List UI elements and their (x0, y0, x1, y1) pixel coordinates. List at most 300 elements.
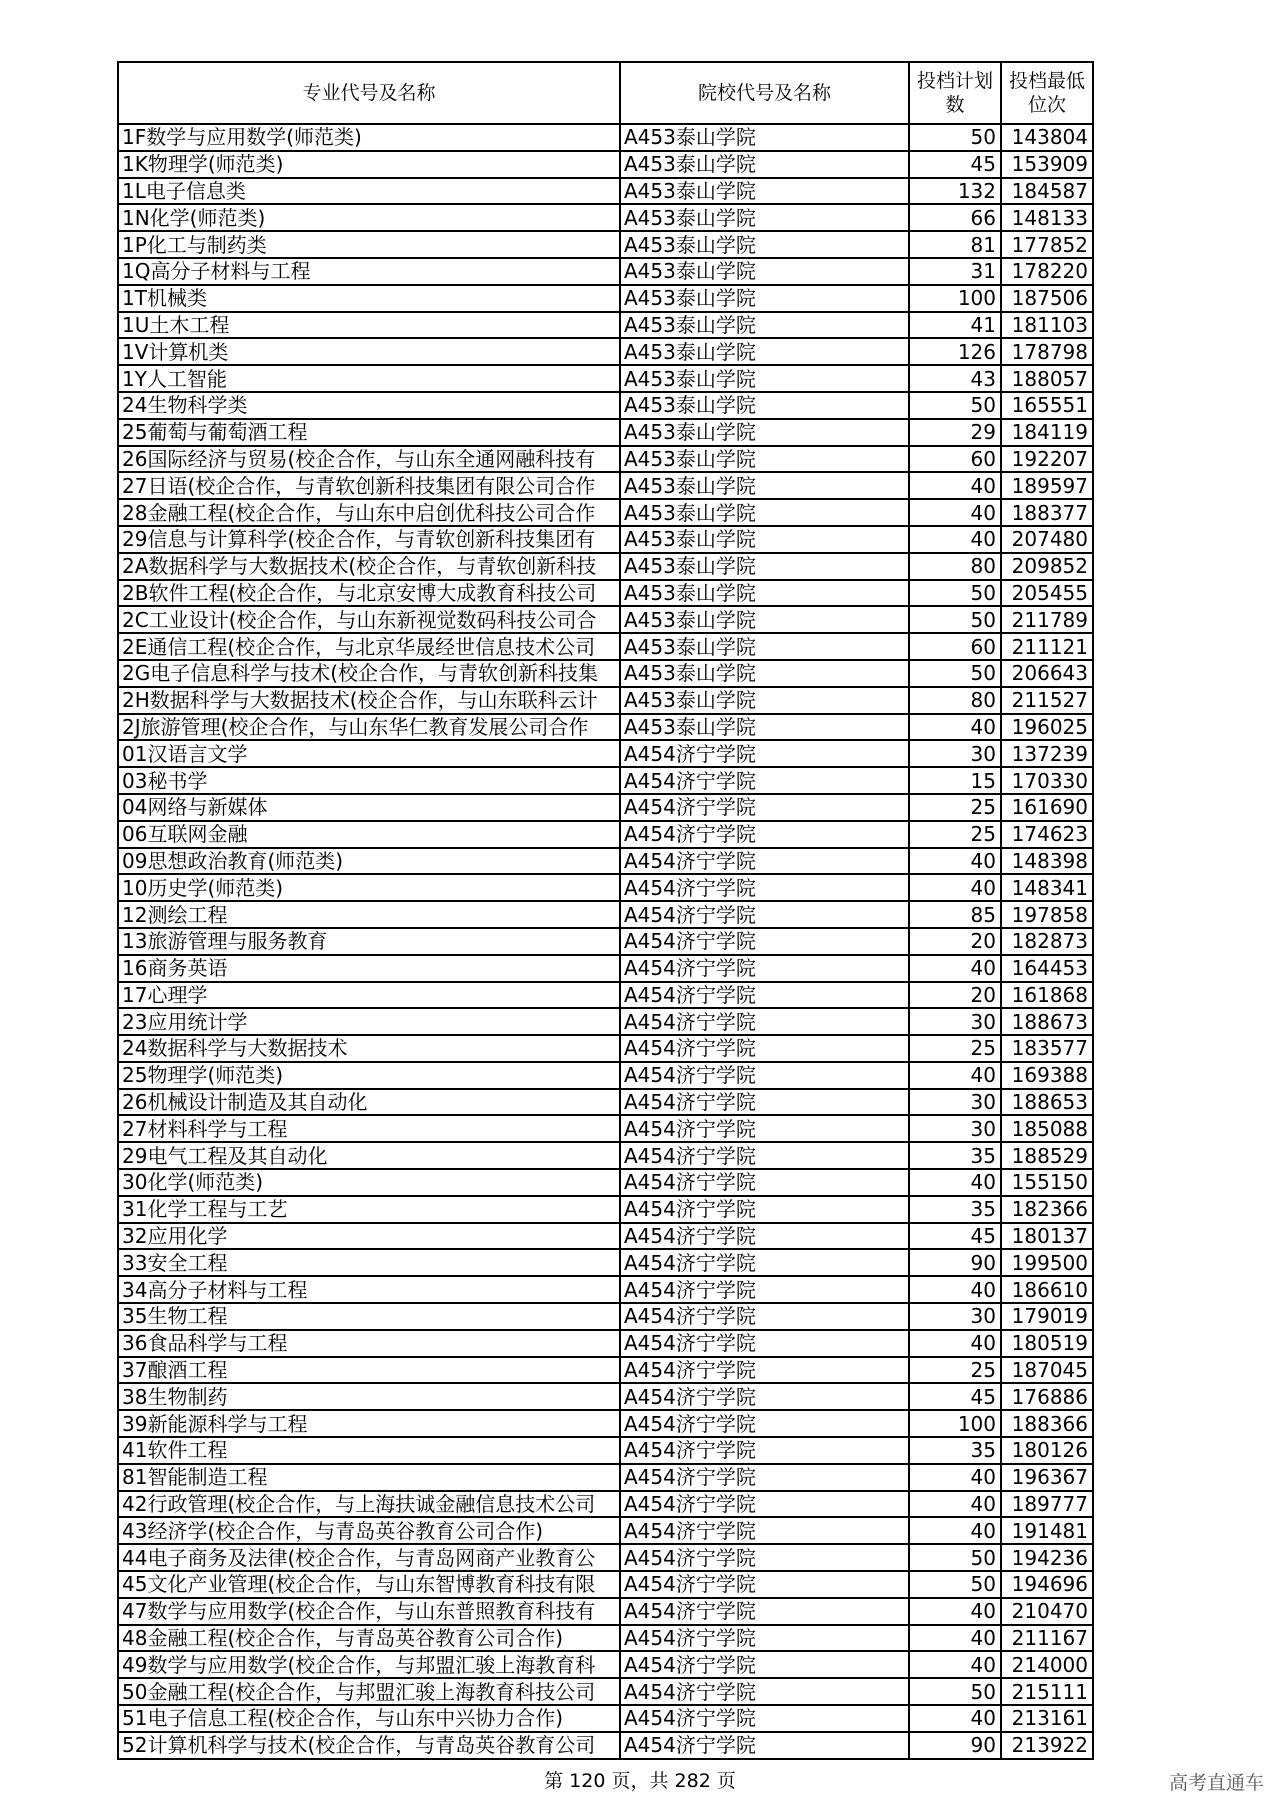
cell-major: 24数据科学与大数据技术 (118, 1035, 620, 1062)
cell-major: 2B软件工程(校企合作，与北京安博大成教育科技公司 (118, 580, 620, 607)
cell-school: A454济宁学院 (620, 1383, 909, 1410)
cell-min-rank: 178220 (1001, 258, 1093, 285)
cell-major: 33安全工程 (118, 1249, 620, 1276)
table-row (118, 499, 1093, 526)
cell-min-rank: 161868 (1001, 982, 1093, 1009)
cell-school: A454济宁学院 (620, 982, 909, 1009)
cell-major: 37酿酒工程 (118, 1357, 620, 1384)
cell-plan-count: 25 (909, 1035, 1001, 1062)
cell-major: 1T机械类 (118, 285, 620, 312)
table-row (118, 1330, 1093, 1357)
cell-major: 1Q高分子材料与工程 (118, 258, 620, 285)
cell-school: A454济宁学院 (620, 1303, 909, 1330)
cell-plan-count: 20 (909, 928, 1001, 955)
cell-major: 51电子信息工程(校企合作，与山东中兴协力合作) (118, 1705, 620, 1732)
cell-plan-count: 40 (909, 1464, 1001, 1491)
cell-school: A454济宁学院 (620, 1249, 909, 1276)
admission-table (117, 61, 1094, 1760)
cell-plan-count: 50 (909, 124, 1001, 151)
cell-plan-count: 25 (909, 821, 1001, 848)
cell-plan-count: 40 (909, 1625, 1001, 1652)
table-row (118, 1008, 1093, 1035)
cell-school: A454济宁学院 (620, 1491, 909, 1518)
cell-min-rank: 186610 (1001, 1276, 1093, 1303)
table-row (118, 1196, 1093, 1223)
cell-plan-count: 29 (909, 419, 1001, 446)
cell-school: A453泰山学院 (620, 606, 909, 633)
cell-major: 52计算机科学与技术(校企合作，与青岛英谷教育公司 (118, 1732, 620, 1759)
cell-major: 31化学工程与工艺 (118, 1196, 620, 1223)
cell-min-rank: 192207 (1001, 446, 1093, 473)
cell-school: A453泰山学院 (620, 580, 909, 607)
table-header (118, 62, 1093, 124)
cell-major: 30化学(师范类) (118, 1169, 620, 1196)
cell-school: A453泰山学院 (620, 633, 909, 660)
cell-plan-count: 30 (909, 1115, 1001, 1142)
cell-major: 27日语(校企合作，与青软创新科技集团有限公司合作 (118, 472, 620, 499)
cell-school: A453泰山学院 (620, 687, 909, 714)
table-row (118, 1383, 1093, 1410)
cell-school: A454济宁学院 (620, 1008, 909, 1035)
cell-plan-count: 40 (909, 714, 1001, 741)
cell-school: A454济宁学院 (620, 1062, 909, 1089)
cell-major: 26国际经济与贸易(校企合作，与山东全通网融科技有 (118, 446, 620, 473)
cell-major: 39新能源科学与工程 (118, 1410, 620, 1437)
table-row (118, 1357, 1093, 1384)
cell-major: 25物理学(师范类) (118, 1062, 620, 1089)
table-row (118, 740, 1093, 767)
cell-plan-count: 40 (909, 1330, 1001, 1357)
cell-major: 17心理学 (118, 982, 620, 1009)
cell-school: A454济宁学院 (620, 1678, 909, 1705)
cell-major: 24生物科学类 (118, 392, 620, 419)
table-row (118, 231, 1093, 258)
table-row (118, 1437, 1093, 1464)
cell-min-rank: 180137 (1001, 1223, 1093, 1250)
cell-school: A454济宁学院 (620, 874, 909, 901)
cell-plan-count: 100 (909, 285, 1001, 312)
cell-school: A453泰山学院 (620, 553, 909, 580)
cell-plan-count: 50 (909, 392, 1001, 419)
cell-min-rank: 206643 (1001, 660, 1093, 687)
table-row (118, 821, 1093, 848)
cell-school: A453泰山学院 (620, 204, 909, 231)
cell-major: 2H数据科学与大数据技术(校企合作，与山东联科云计 (118, 687, 620, 714)
cell-min-rank: 188673 (1001, 1008, 1093, 1035)
cell-min-rank: 148398 (1001, 848, 1093, 875)
cell-school: A453泰山学院 (620, 124, 909, 151)
cell-school: A454济宁学院 (620, 1357, 909, 1384)
cell-major: 1U土木工程 (118, 312, 620, 339)
cell-major: 35生物工程 (118, 1303, 620, 1330)
cell-plan-count: 40 (909, 499, 1001, 526)
cell-major: 48金融工程(校企合作，与青岛英谷教育公司合作) (118, 1625, 620, 1652)
cell-min-rank: 137239 (1001, 740, 1093, 767)
cell-min-rank: 211527 (1001, 687, 1093, 714)
cell-major: 1N化学(师范类) (118, 204, 620, 231)
cell-min-rank: 148341 (1001, 874, 1093, 901)
cell-school: A454济宁学院 (620, 1142, 909, 1169)
cell-plan-count: 80 (909, 553, 1001, 580)
cell-plan-count: 45 (909, 1223, 1001, 1250)
cell-major: 12测绘工程 (118, 901, 620, 928)
cell-min-rank: 182366 (1001, 1196, 1093, 1223)
cell-min-rank: 207480 (1001, 526, 1093, 553)
table-row (118, 258, 1093, 285)
cell-school: A453泰山学院 (620, 472, 909, 499)
cell-school: A454济宁学院 (620, 1651, 909, 1678)
cell-plan-count: 66 (909, 204, 1001, 231)
cell-min-rank: 209852 (1001, 553, 1093, 580)
page-footer: 第 120 页，共 282 页 (544, 1770, 736, 1792)
cell-major: 16商务英语 (118, 955, 620, 982)
cell-school: A454济宁学院 (620, 901, 909, 928)
table-row (118, 1571, 1093, 1598)
table-row (118, 1035, 1093, 1062)
cell-min-rank: 196367 (1001, 1464, 1093, 1491)
table-row (118, 1651, 1093, 1678)
cell-plan-count: 35 (909, 1196, 1001, 1223)
cell-min-rank: 191481 (1001, 1517, 1093, 1544)
table-row (118, 204, 1093, 231)
table-row (118, 285, 1093, 312)
cell-major: 2A数据科学与大数据技术(校企合作，与青软创新科技 (118, 553, 620, 580)
cell-school: A454济宁学院 (620, 1089, 909, 1116)
cell-major: 50金融工程(校企合作，与邦盟汇骏上海教育科技公司 (118, 1678, 620, 1705)
header-major: 专业代号及名称 (118, 62, 620, 124)
table-row (118, 687, 1093, 714)
cell-plan-count: 50 (909, 606, 1001, 633)
cell-min-rank: 188377 (1001, 499, 1093, 526)
cell-major: 10历史学(师范类) (118, 874, 620, 901)
cell-school: A454济宁学院 (620, 1625, 909, 1652)
cell-plan-count: 30 (909, 1303, 1001, 1330)
cell-min-rank: 155150 (1001, 1169, 1093, 1196)
header-min-rank: 投档最低位次 (1001, 62, 1093, 124)
cell-school: A453泰山学院 (620, 178, 909, 205)
cell-school: A454济宁学院 (620, 794, 909, 821)
cell-plan-count: 15 (909, 767, 1001, 794)
table-row (118, 1249, 1093, 1276)
cell-plan-count: 50 (909, 660, 1001, 687)
cell-plan-count: 20 (909, 982, 1001, 1009)
cell-major: 1Y人工智能 (118, 365, 620, 392)
table-row (118, 1598, 1093, 1625)
cell-min-rank: 188529 (1001, 1142, 1093, 1169)
cell-min-rank: 215111 (1001, 1678, 1093, 1705)
cell-major: 36食品科学与工程 (118, 1330, 620, 1357)
cell-min-rank: 188366 (1001, 1410, 1093, 1437)
cell-major: 34高分子材料与工程 (118, 1276, 620, 1303)
table-row (118, 1517, 1093, 1544)
cell-major: 25葡萄与葡萄酒工程 (118, 419, 620, 446)
table-row (118, 419, 1093, 446)
admission-table-container (117, 61, 1092, 1760)
cell-major: 29电气工程及其自动化 (118, 1142, 620, 1169)
cell-major: 01汉语言文学 (118, 740, 620, 767)
cell-min-rank: 211789 (1001, 606, 1093, 633)
cell-min-rank: 170330 (1001, 767, 1093, 794)
cell-min-rank: 211167 (1001, 1625, 1093, 1652)
cell-major: 1V计算机类 (118, 338, 620, 365)
cell-school: A453泰山学院 (620, 365, 909, 392)
table-row (118, 365, 1093, 392)
cell-plan-count: 40 (909, 874, 1001, 901)
cell-school: A454济宁学院 (620, 1035, 909, 1062)
cell-min-rank: 165551 (1001, 392, 1093, 419)
cell-min-rank: 210470 (1001, 1598, 1093, 1625)
cell-school: A454济宁学院 (620, 821, 909, 848)
cell-min-rank: 176886 (1001, 1383, 1093, 1410)
cell-plan-count: 40 (909, 1705, 1001, 1732)
cell-plan-count: 30 (909, 1008, 1001, 1035)
cell-school: A453泰山学院 (620, 446, 909, 473)
table-row (118, 928, 1093, 955)
table-row (118, 1303, 1093, 1330)
cell-major: 03秘书学 (118, 767, 620, 794)
cell-school: A453泰山学院 (620, 526, 909, 553)
table-row (118, 794, 1093, 821)
cell-plan-count: 60 (909, 633, 1001, 660)
cell-plan-count: 60 (909, 446, 1001, 473)
cell-plan-count: 132 (909, 178, 1001, 205)
cell-min-rank: 181103 (1001, 312, 1093, 339)
cell-school: A453泰山学院 (620, 660, 909, 687)
cell-school: A454济宁学院 (620, 1437, 909, 1464)
cell-school: A453泰山学院 (620, 338, 909, 365)
cell-major: 1K物理学(师范类) (118, 151, 620, 178)
cell-min-rank: 143804 (1001, 124, 1093, 151)
cell-major: 28金融工程(校企合作，与山东中启创优科技公司合作 (118, 499, 620, 526)
cell-school: A453泰山学院 (620, 258, 909, 285)
cell-plan-count: 43 (909, 365, 1001, 392)
cell-plan-count: 90 (909, 1249, 1001, 1276)
cell-plan-count: 40 (909, 472, 1001, 499)
cell-min-rank: 178798 (1001, 338, 1093, 365)
cell-min-rank: 189777 (1001, 1491, 1093, 1518)
cell-plan-count: 31 (909, 258, 1001, 285)
cell-min-rank: 184587 (1001, 178, 1093, 205)
cell-plan-count: 50 (909, 1571, 1001, 1598)
cell-major: 23应用统计学 (118, 1008, 620, 1035)
table-row (118, 1142, 1093, 1169)
cell-plan-count: 30 (909, 1089, 1001, 1116)
table-row (118, 1223, 1093, 1250)
cell-major: 2E通信工程(校企合作，与北京华晟经世信息技术公司 (118, 633, 620, 660)
table-row (118, 901, 1093, 928)
cell-min-rank: 196025 (1001, 714, 1093, 741)
cell-major: 42行政管理(校企合作，与上海扶诚金融信息技术公司 (118, 1491, 620, 1518)
cell-major: 43经济学(校企合作，与青岛英谷教育公司合作) (118, 1517, 620, 1544)
cell-school: A454济宁学院 (620, 1464, 909, 1491)
cell-min-rank: 188653 (1001, 1089, 1093, 1116)
cell-school: A454济宁学院 (620, 1544, 909, 1571)
cell-major: 09思想政治教育(师范类) (118, 848, 620, 875)
cell-min-rank: 153909 (1001, 151, 1093, 178)
cell-min-rank: 187045 (1001, 1357, 1093, 1384)
cell-major: 29信息与计算科学(校企合作，与青软创新科技集团有 (118, 526, 620, 553)
cell-plan-count: 40 (909, 955, 1001, 982)
cell-min-rank: 180126 (1001, 1437, 1093, 1464)
cell-plan-count: 35 (909, 1437, 1001, 1464)
cell-school: A454济宁学院 (620, 1517, 909, 1544)
cell-plan-count: 40 (909, 526, 1001, 553)
cell-major: 32应用化学 (118, 1223, 620, 1250)
cell-plan-count: 41 (909, 312, 1001, 339)
cell-min-rank: 184119 (1001, 419, 1093, 446)
cell-school: A454济宁学院 (620, 767, 909, 794)
cell-plan-count: 100 (909, 1410, 1001, 1437)
cell-major: 2J旅游管理(校企合作，与山东华仁教育发展公司合作 (118, 714, 620, 741)
cell-plan-count: 126 (909, 338, 1001, 365)
cell-min-rank: 177852 (1001, 231, 1093, 258)
cell-school: A453泰山学院 (620, 714, 909, 741)
cell-school: A454济宁学院 (620, 1410, 909, 1437)
cell-major: 38生物制药 (118, 1383, 620, 1410)
cell-school: A453泰山学院 (620, 231, 909, 258)
cell-min-rank: 214000 (1001, 1651, 1093, 1678)
cell-min-rank: 179019 (1001, 1303, 1093, 1330)
cell-plan-count: 40 (909, 1276, 1001, 1303)
cell-school: A454济宁学院 (620, 1276, 909, 1303)
cell-school: A454济宁学院 (620, 848, 909, 875)
cell-plan-count: 40 (909, 1169, 1001, 1196)
table-row (118, 526, 1093, 553)
cell-plan-count: 40 (909, 1517, 1001, 1544)
cell-min-rank: 182873 (1001, 928, 1093, 955)
cell-major: 1L电子信息类 (118, 178, 620, 205)
cell-min-rank: 213161 (1001, 1705, 1093, 1732)
cell-min-rank: 194236 (1001, 1544, 1093, 1571)
cell-major: 1F数学与应用数学(师范类) (118, 124, 620, 151)
cell-major: 2C工业设计(校企合作，与山东新视觉数码科技公司合 (118, 606, 620, 633)
cell-plan-count: 50 (909, 1678, 1001, 1705)
table-row (118, 606, 1093, 633)
cell-school: A453泰山学院 (620, 419, 909, 446)
cell-plan-count: 81 (909, 231, 1001, 258)
cell-min-rank: 189597 (1001, 472, 1093, 499)
header-plan-count: 投档计划数 (909, 62, 1001, 124)
cell-min-rank: 174623 (1001, 821, 1093, 848)
table-row (118, 714, 1093, 741)
table-row (118, 848, 1093, 875)
cell-major: 27材料科学与工程 (118, 1115, 620, 1142)
table-row (118, 580, 1093, 607)
cell-plan-count: 45 (909, 151, 1001, 178)
table-row (118, 660, 1093, 687)
cell-min-rank: 205455 (1001, 580, 1093, 607)
table-body (118, 124, 1093, 1759)
cell-major: 13旅游管理与服务教育 (118, 928, 620, 955)
table-row (118, 151, 1093, 178)
table-row (118, 472, 1093, 499)
cell-plan-count: 40 (909, 1598, 1001, 1625)
table-row (118, 178, 1093, 205)
table-row (118, 124, 1093, 151)
table-row (118, 1410, 1093, 1437)
cell-major: 49数学与应用数学(校企合作，与邦盟汇骏上海教育科 (118, 1651, 620, 1678)
cell-school: A454济宁学院 (620, 1732, 909, 1759)
cell-min-rank: 183577 (1001, 1035, 1093, 1062)
table-row (118, 1491, 1093, 1518)
table-row (118, 1089, 1093, 1116)
cell-school: A454济宁学院 (620, 1196, 909, 1223)
cell-school: A453泰山学院 (620, 499, 909, 526)
cell-school: A453泰山学院 (620, 312, 909, 339)
table-row (118, 1464, 1093, 1491)
table-row (118, 446, 1093, 473)
cell-min-rank: 148133 (1001, 204, 1093, 231)
cell-min-rank: 213922 (1001, 1732, 1093, 1759)
header-row (118, 62, 1093, 124)
cell-major: 45文化产业管理(校企合作，与山东智博教育科技有限 (118, 1571, 620, 1598)
table-row (118, 1544, 1093, 1571)
cell-plan-count: 50 (909, 580, 1001, 607)
table-row (118, 338, 1093, 365)
table-row (118, 982, 1093, 1009)
cell-min-rank: 194696 (1001, 1571, 1093, 1598)
cell-plan-count: 90 (909, 1732, 1001, 1759)
cell-school: A454济宁学院 (620, 955, 909, 982)
cell-min-rank: 197858 (1001, 901, 1093, 928)
table-row (118, 553, 1093, 580)
table-row (118, 1062, 1093, 1089)
cell-min-rank: 185088 (1001, 1115, 1093, 1142)
cell-min-rank: 188057 (1001, 365, 1093, 392)
cell-major: 1P化工与制药类 (118, 231, 620, 258)
cell-school: A453泰山学院 (620, 392, 909, 419)
cell-min-rank: 211121 (1001, 633, 1093, 660)
table-row (118, 312, 1093, 339)
table-row (118, 1732, 1093, 1759)
cell-major: 44电子商务及法律(校企合作，与青岛网商产业教育公 (118, 1544, 620, 1571)
cell-major: 06互联网金融 (118, 821, 620, 848)
cell-school: A454济宁学院 (620, 1169, 909, 1196)
cell-plan-count: 30 (909, 740, 1001, 767)
table-row (118, 392, 1093, 419)
cell-plan-count: 40 (909, 1651, 1001, 1678)
cell-plan-count: 25 (909, 794, 1001, 821)
cell-major: 47数学与应用数学(校企合作，与山东普照教育科技有 (118, 1598, 620, 1625)
table-row (118, 1678, 1093, 1705)
cell-plan-count: 40 (909, 1491, 1001, 1518)
cell-major: 04网络与新媒体 (118, 794, 620, 821)
cell-school: A454济宁学院 (620, 1571, 909, 1598)
cell-school: A454济宁学院 (620, 1115, 909, 1142)
cell-major: 26机械设计制造及其自动化 (118, 1089, 620, 1116)
cell-plan-count: 40 (909, 1062, 1001, 1089)
table-row (118, 1625, 1093, 1652)
table-row (118, 1705, 1093, 1732)
cell-major: 81智能制造工程 (118, 1464, 620, 1491)
cell-plan-count: 25 (909, 1357, 1001, 1384)
table-row (118, 1276, 1093, 1303)
cell-school: A454济宁学院 (620, 740, 909, 767)
cell-school: A454济宁学院 (620, 1330, 909, 1357)
cell-min-rank: 161690 (1001, 794, 1093, 821)
header-school: 院校代号及名称 (620, 62, 909, 124)
cell-school: A454济宁学院 (620, 1223, 909, 1250)
table-row (118, 633, 1093, 660)
cell-min-rank: 164453 (1001, 955, 1093, 982)
table-row (118, 874, 1093, 901)
cell-min-rank: 169388 (1001, 1062, 1093, 1089)
table-row (118, 1115, 1093, 1142)
cell-plan-count: 85 (909, 901, 1001, 928)
table-row (118, 955, 1093, 982)
watermark-text: 高考直通车 (1168, 1772, 1264, 1794)
cell-plan-count: 40 (909, 848, 1001, 875)
